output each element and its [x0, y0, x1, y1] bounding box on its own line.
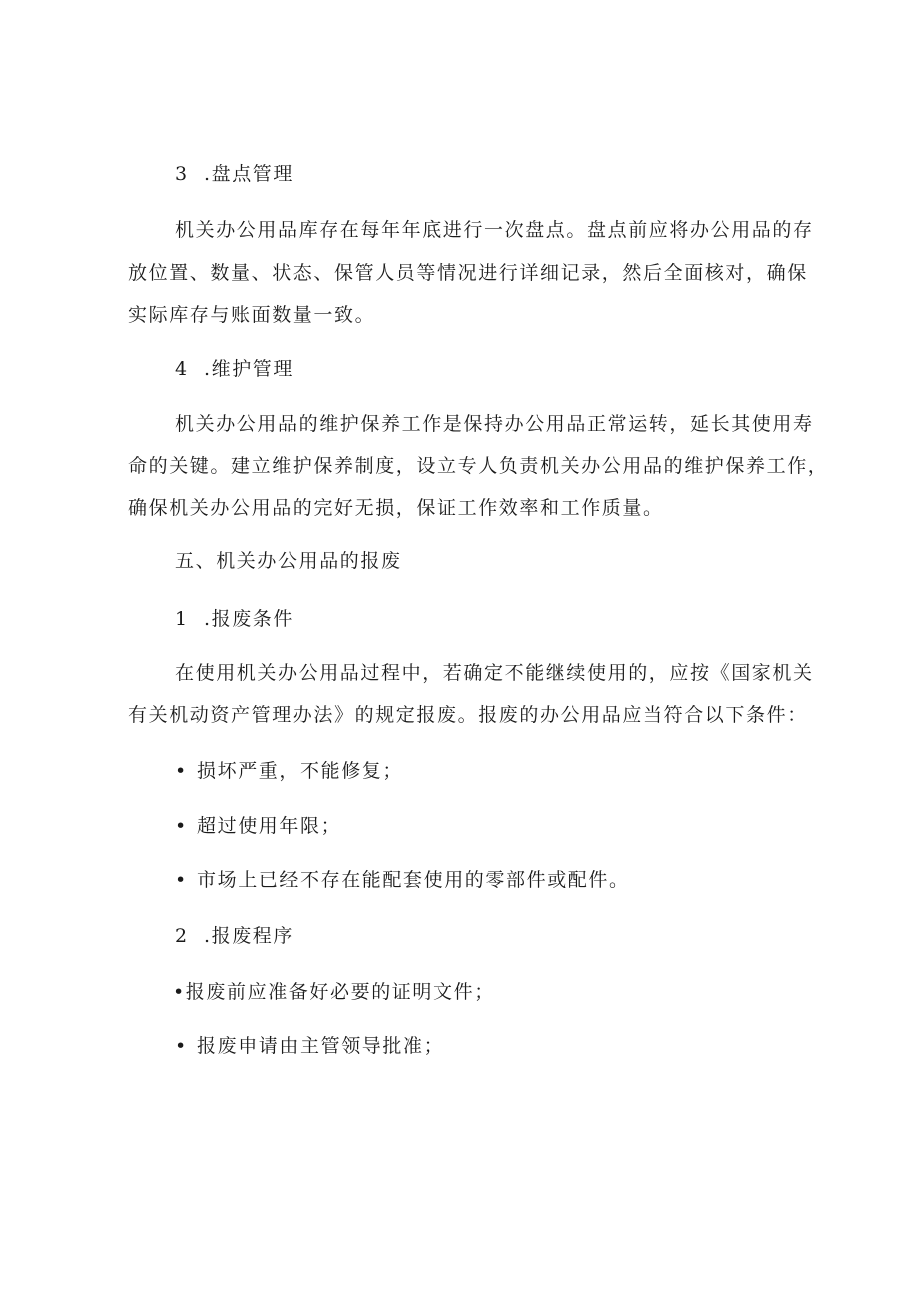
list-item — [175, 762, 403, 781]
list-item — [175, 817, 341, 836]
bullet-icon: • — [175, 760, 188, 782]
paragraph-line: 有关机动资产管理办法》的规定报废。报废的办公用品应当符合以下条件： — [128, 704, 808, 726]
bullet-icon: • — [175, 1035, 188, 1057]
section-heading-3: 3 .盘点管理 — [175, 163, 295, 185]
paragraph-line: 放位置、数量、状态、保管人员等情况进行详细记录，然后全面核对，确保 — [128, 262, 808, 284]
list-item-text: 报废申请由主管领导批准； — [197, 1035, 445, 1057]
list-item — [175, 871, 630, 890]
list-item: •报废前应准备好必要的证明文件； — [173, 981, 495, 1003]
sub-heading-1: 1 .报废条件 — [175, 608, 295, 630]
paragraph-line: 机关办公用品库存在每年年底进行一次盘点。盘点前应将办公用品的存 — [175, 219, 814, 241]
list-item-text: 损坏严重，不能修复； — [197, 760, 404, 782]
paragraph-line: 在使用机关办公用品过程中，若确定不能继续使用的，应按《国家机关 — [175, 662, 814, 684]
paragraph-line: 机关办公用品的维护保养工作是保持办公用品正常运转，延长其使用寿 — [175, 413, 814, 435]
paragraph-line: 确保机关办公用品的完好无损，保证工作效率和工作质量。 — [128, 497, 664, 519]
list-item-text: 市场上已经不存在能配套使用的零部件或配件。 — [197, 869, 630, 891]
paragraph-line: 实际库存与账面数量一致。 — [128, 304, 376, 326]
bullet-icon: • — [175, 869, 188, 891]
paragraph-line: 命的关键。建立维护保养制度，设立专人负责机关办公用品的维护保养工作， — [128, 455, 829, 477]
section-heading-4: 4 .维护管理 — [175, 358, 295, 380]
list-item-text: 超过使用年限； — [197, 815, 342, 837]
sub-heading-2: 2 .报废程序 — [175, 925, 295, 947]
list-item — [175, 1037, 444, 1056]
chapter-heading-5: 五、机关办公用品的报废 — [175, 550, 402, 572]
bullet-icon: • — [175, 815, 188, 837]
